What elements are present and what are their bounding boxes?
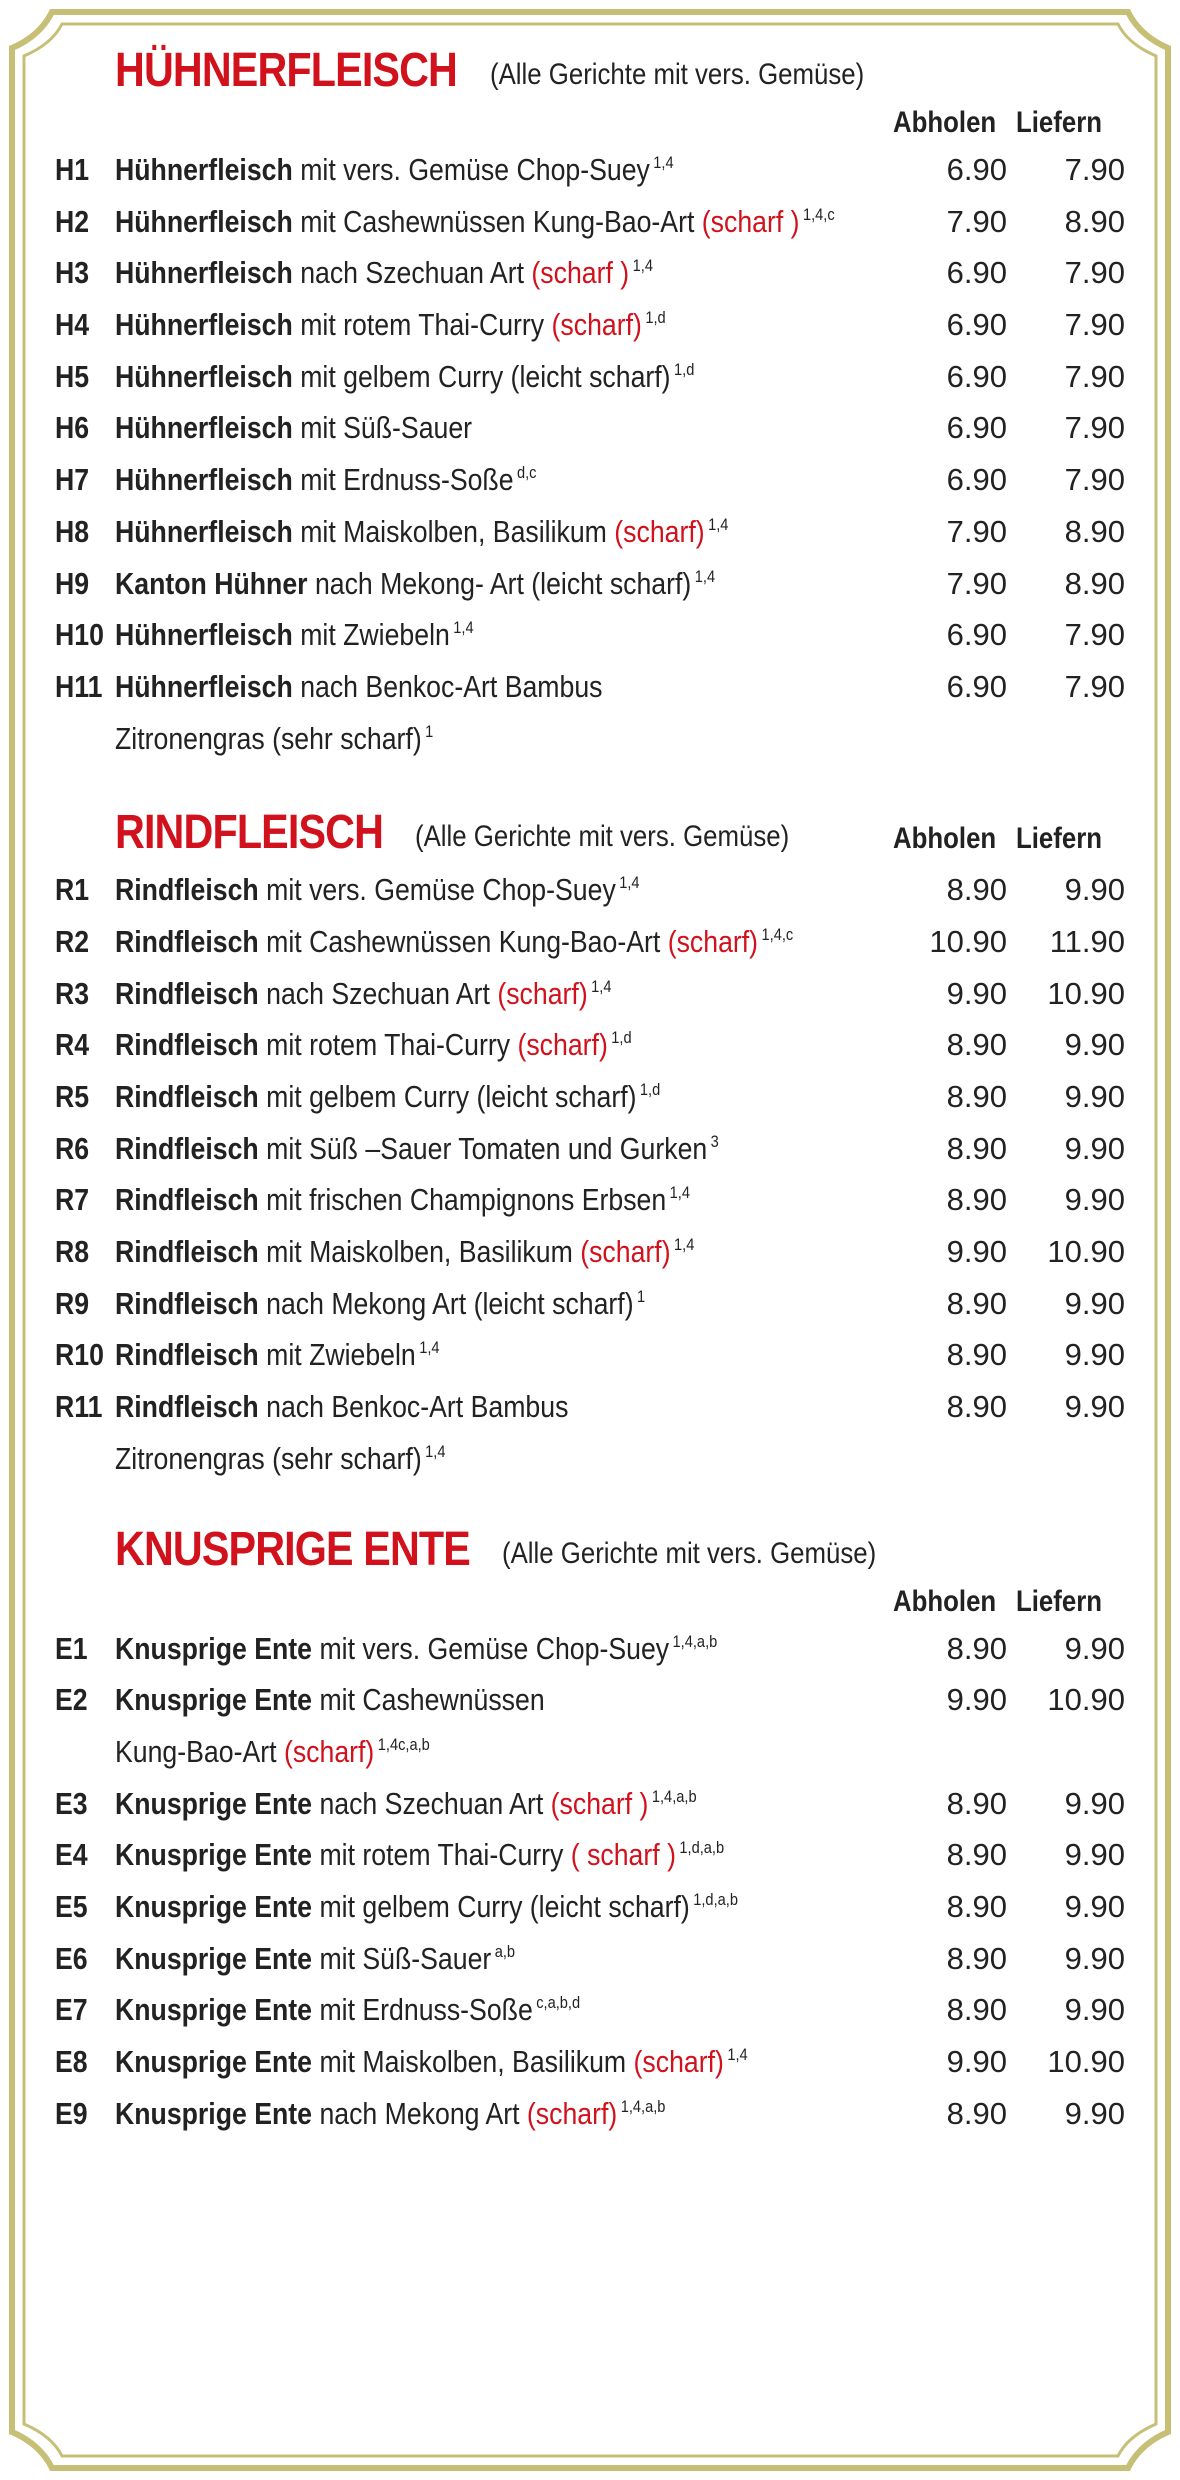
item-code: E9 <box>55 2095 88 2131</box>
section-subtitle: (Alle Gerichte mit vers. Gemüse) <box>490 58 865 91</box>
item-detail: nach Mekong Art <box>319 2095 520 2131</box>
item-description <box>115 1389 568 1425</box>
price-pickup: 9.90 <box>946 1234 1007 1270</box>
item-code: R11 <box>55 1389 103 1425</box>
allergen-codes: 1,4 <box>694 566 716 586</box>
price-pickup: 8.90 <box>946 2095 1007 2131</box>
menu-item-row <box>55 661 1125 713</box>
menu-item-continuation <box>55 1433 1125 1485</box>
price-delivery: 7.90 <box>1064 410 1125 446</box>
item-detail: mit Cashewnüssen Kung-Bao-Art <box>300 203 695 239</box>
item-code: R2 <box>55 923 90 959</box>
allergen-codes: 1,4 <box>708 514 729 534</box>
menu-item-row <box>55 299 1125 351</box>
spicy-label: (scharf ) <box>701 203 800 239</box>
spicy-label: (scharf) <box>283 1733 375 1769</box>
price-pickup: 7.90 <box>946 513 1007 549</box>
item-detail: mit Maiskolben, Basilikum <box>319 2044 627 2079</box>
item-code: H10 <box>55 617 104 653</box>
price-delivery: 11.90 <box>1049 923 1125 959</box>
price-delivery: 8.90 <box>1064 513 1125 549</box>
menu-item-row <box>55 2088 1125 2140</box>
section-huehnerfleisch <box>55 40 1125 764</box>
item-name: Rindfleisch <box>115 1337 259 1373</box>
allergen-codes: 1,d <box>611 1028 632 1048</box>
allergen-codes: 1,4,c <box>802 204 835 224</box>
item-description <box>115 204 835 240</box>
price-delivery: 7.90 <box>1064 668 1125 704</box>
item-description <box>115 1889 738 1925</box>
item-description <box>115 514 728 550</box>
item-description <box>115 1286 645 1322</box>
item-description <box>115 872 640 908</box>
price-delivery: 9.90 <box>1064 1027 1125 1063</box>
allergen-codes: 1,d,a,b <box>679 1838 725 1858</box>
item-detail: Zitronengras (sehr scharf) <box>115 720 422 756</box>
item-code: R3 <box>55 975 90 1011</box>
menu-item-row <box>55 1623 1125 1675</box>
menu-item-row <box>55 2036 1125 2088</box>
item-description <box>115 1182 690 1218</box>
item-code: E6 <box>55 1940 88 1976</box>
item-name: Rindfleisch <box>115 975 259 1011</box>
item-detail: mit Süß-Sauer <box>319 1940 492 1976</box>
allergen-codes: 1,4 <box>591 976 612 996</box>
item-detail: mit Maiskolben, Basilikum <box>266 1234 573 1270</box>
allergen-codes: d,c <box>516 463 537 483</box>
item-description <box>115 359 694 395</box>
section-subtitle: (Alle Gerichte mit vers. Gemüse) <box>415 820 790 854</box>
col-header-delivery: Liefern <box>1016 106 1103 139</box>
allergen-codes: 1 <box>637 1286 646 1306</box>
item-name: Rindfleisch <box>115 1182 259 1218</box>
menu-item-row <box>55 1381 1125 1433</box>
item-description <box>115 1992 580 2028</box>
price-delivery: 7.90 <box>1064 617 1125 653</box>
menu-item-row <box>55 1174 1125 1226</box>
price-pickup: 8.90 <box>946 1389 1007 1425</box>
item-code: E5 <box>55 1888 88 1924</box>
item-name: Hühnerfleisch <box>115 410 293 446</box>
item-detail: mit frischen Champignons Erbsen <box>266 1182 667 1218</box>
price-delivery: 7.90 <box>1064 358 1125 394</box>
price-delivery: 9.90 <box>1064 872 1125 908</box>
item-code: H5 <box>55 358 90 394</box>
price-pickup: 8.90 <box>946 1285 1007 1321</box>
menu-item-row <box>55 609 1125 661</box>
price-delivery: 8.90 <box>1064 565 1125 601</box>
allergen-codes: 1,d,a,b <box>693 1889 738 1909</box>
section-title: HÜHNERFLEISCH <box>115 44 457 97</box>
item-description <box>115 1027 632 1063</box>
price-pickup: 7.90 <box>946 565 1007 601</box>
item-name: Rindfleisch <box>115 1027 259 1063</box>
price-column-headers <box>55 102 1125 144</box>
item-name: Hühnerfleisch <box>115 668 293 704</box>
item-name: Kanton Hühner <box>115 565 308 601</box>
menu-item-row <box>55 1226 1125 1278</box>
item-code: R5 <box>55 1079 90 1114</box>
item-code: H8 <box>55 513 90 549</box>
price-pickup: 8.90 <box>946 1940 1007 1976</box>
spicy-label: (scharf) <box>580 1234 671 1270</box>
price-delivery: 9.90 <box>1064 1992 1125 2028</box>
menu-item-row <box>55 402 1125 454</box>
menu-item-row <box>55 1881 1125 1933</box>
allergen-codes: 1,4 <box>453 618 474 638</box>
item-description <box>115 410 472 446</box>
allergen-codes: 1,4 <box>425 1441 446 1461</box>
menu-item-row <box>55 968 1125 1020</box>
item-name: Rindfleisch <box>115 1389 259 1425</box>
price-delivery: 10.90 <box>1047 975 1125 1011</box>
item-detail: mit vers. Gemüse Chop-Suey <box>319 1630 670 1666</box>
section-title: KNUSPRIGE ENTE <box>115 1522 470 1576</box>
item-code: R1 <box>55 872 90 908</box>
item-code: E8 <box>55 2044 88 2079</box>
menu-item-row <box>55 1984 1125 2036</box>
price-pickup: 7.90 <box>946 203 1007 239</box>
price-delivery: 9.90 <box>1064 1389 1125 1425</box>
allergen-codes: 1,4 <box>632 256 653 276</box>
price-column-headers <box>55 1581 1125 1623</box>
item-code: R9 <box>55 1285 90 1321</box>
item-list <box>55 1623 1125 2140</box>
price-pickup: 6.90 <box>946 410 1007 446</box>
price-pickup: 8.90 <box>946 1888 1007 1924</box>
item-description <box>115 1837 724 1873</box>
price-delivery: 9.90 <box>1064 1079 1125 1114</box>
price-pickup: 9.90 <box>946 2044 1007 2079</box>
allergen-codes: 1,4 <box>653 153 674 172</box>
allergen-codes: 1,4,a,b <box>620 2096 666 2116</box>
spicy-label: (scharf) <box>526 2095 618 2131</box>
item-name: Rindfleisch <box>115 923 259 959</box>
menu-item-row <box>55 1123 1125 1175</box>
item-name: Knusprige Ente <box>115 2095 313 2131</box>
price-delivery: 7.90 <box>1064 255 1125 291</box>
item-detail: mit Süß –Sauer Tomaten und Gurken <box>266 1130 708 1166</box>
price-pickup: 6.90 <box>946 255 1007 291</box>
item-description <box>115 255 653 291</box>
item-detail: nach Szechuan Art <box>319 1785 544 1821</box>
price-delivery: 8.90 <box>1064 203 1125 239</box>
item-detail: nach Benkoc-Art Bambus <box>300 668 603 704</box>
price-pickup: 6.90 <box>946 668 1007 704</box>
spicy-label: (scharf ) <box>531 255 630 291</box>
item-name: Hühnerfleisch <box>115 203 293 239</box>
spicy-label: (scharf) <box>614 513 705 549</box>
spicy-label: ( scharf ) <box>570 1837 676 1873</box>
price-delivery: 9.90 <box>1064 1337 1125 1373</box>
menu-item-row <box>55 864 1125 916</box>
menu-item-row <box>55 196 1125 248</box>
allergen-codes: 1,d <box>639 1080 661 1099</box>
item-description <box>115 1079 660 1115</box>
item-name: Knusprige Ente <box>115 1888 313 1924</box>
item-description <box>115 152 674 188</box>
item-code: R10 <box>55 1337 104 1373</box>
item-detail: mit gelbem Curry (leicht scharf) <box>319 1888 690 1924</box>
item-description <box>115 1337 440 1373</box>
price-delivery: 9.90 <box>1064 1630 1125 1666</box>
item-name: Hühnerfleisch <box>115 255 293 291</box>
menu-item-row <box>55 1329 1125 1381</box>
section-subtitle: (Alle Gerichte mit vers. Gemüse) <box>502 1536 877 1570</box>
item-detail: mit Erdnuss-Soße <box>319 1992 533 2028</box>
allergen-codes: 1,d <box>674 359 695 379</box>
menu-item-continuation <box>55 1726 1125 1778</box>
price-delivery: 9.90 <box>1064 1285 1125 1321</box>
price-pickup: 9.90 <box>946 1682 1007 1718</box>
price-delivery: 7.90 <box>1064 307 1125 343</box>
item-detail: mit rotem Thai-Curry <box>300 307 545 343</box>
menu-item-row <box>55 558 1125 610</box>
price-delivery: 7.90 <box>1064 462 1125 498</box>
item-detail: mit Süß-Sauer <box>300 410 473 446</box>
item-code: R6 <box>55 1130 90 1166</box>
item-detail: mit Maiskolben, Basilikum <box>300 513 607 549</box>
item-code: E1 <box>55 1630 88 1666</box>
menu-item-row <box>55 1071 1125 1123</box>
allergen-codes: 1 <box>425 721 434 741</box>
allergen-codes: 1,4,c <box>761 924 794 944</box>
item-code: E7 <box>55 1992 88 2028</box>
spicy-label: (scharf) <box>517 1027 608 1063</box>
price-pickup: 6.90 <box>946 152 1007 187</box>
menu-item-row <box>55 144 1125 196</box>
item-description-continued <box>115 721 433 757</box>
price-pickup: 8.90 <box>946 1130 1007 1166</box>
menu-item-row <box>55 1278 1125 1330</box>
allergen-codes: 1,4 <box>727 2045 748 2064</box>
section-header <box>55 798 1125 864</box>
item-name: Hühnerfleisch <box>115 358 293 394</box>
price-delivery: 9.90 <box>1064 1837 1125 1873</box>
item-code: H1 <box>55 152 90 187</box>
item-code: E3 <box>55 1785 88 1821</box>
item-description <box>115 669 602 705</box>
item-name: Knusprige Ente <box>115 1682 313 1718</box>
price-pickup: 8.90 <box>946 1837 1007 1873</box>
item-description-continued <box>115 1441 445 1477</box>
item-code: E2 <box>55 1682 88 1718</box>
price-delivery: 9.90 <box>1064 1130 1125 1166</box>
item-description <box>115 307 666 343</box>
item-description <box>115 462 536 498</box>
allergen-codes: 1,4 <box>669 1183 690 1203</box>
price-delivery: 9.90 <box>1064 1940 1125 1976</box>
item-code: H11 <box>55 668 103 704</box>
item-detail: nach Mekong Art (leicht scharf) <box>266 1285 634 1321</box>
item-code: H2 <box>55 203 90 239</box>
item-detail: mit Erdnuss-Soße <box>300 462 514 498</box>
item-code: H9 <box>55 565 90 601</box>
item-name: Hühnerfleisch <box>115 513 293 549</box>
item-name: Knusprige Ente <box>115 1992 313 2028</box>
item-name: Knusprige Ente <box>115 1837 313 1873</box>
item-detail: mit Zwiebeln <box>266 1337 416 1373</box>
section-header <box>55 40 1125 102</box>
item-detail: Kung-Bao-Art <box>115 1733 277 1769</box>
col-header-pickup: Abholen <box>893 822 997 856</box>
price-pickup: 8.90 <box>946 1027 1007 1063</box>
spicy-label: (scharf ) <box>550 1785 649 1821</box>
item-name: Rindfleisch <box>115 1079 259 1114</box>
allergen-codes: 1,d <box>645 308 666 328</box>
allergen-codes: 1,4,a,b <box>651 1786 697 1806</box>
price-pickup: 8.90 <box>946 1079 1007 1114</box>
section-knusprige-ente <box>55 1519 1125 2140</box>
item-name: Knusprige Ente <box>115 2044 313 2079</box>
allergen-codes: 1,4 <box>419 1338 440 1358</box>
spicy-label: (scharf) <box>551 307 642 343</box>
price-pickup: 6.90 <box>946 358 1007 394</box>
price-pickup: 8.90 <box>946 1630 1007 1666</box>
allergen-codes: 1,4 <box>619 873 640 893</box>
item-detail: nach Szechuan Art <box>300 255 524 291</box>
price-delivery: 10.90 <box>1047 1682 1125 1718</box>
price-pickup: 8.90 <box>946 1785 1007 1821</box>
price-pickup: 8.90 <box>946 1182 1007 1218</box>
item-code: H7 <box>55 462 90 498</box>
price-pickup: 8.90 <box>946 1337 1007 1373</box>
price-delivery: 9.90 <box>1064 1888 1125 1924</box>
section-title: RINDFLEISCH <box>115 806 384 860</box>
spicy-label: (scharf) <box>667 923 759 959</box>
item-name: Hühnerfleisch <box>115 152 293 187</box>
price-delivery: 9.90 <box>1064 2095 1125 2131</box>
item-description <box>115 617 474 653</box>
allergen-codes: 3 <box>710 1131 719 1151</box>
item-detail: Zitronengras (sehr scharf) <box>115 1440 422 1476</box>
allergen-codes: 1,4c,a,b <box>377 1734 430 1754</box>
item-code: R7 <box>55 1182 90 1218</box>
item-description <box>115 1941 515 1977</box>
item-name: Rindfleisch <box>115 1234 259 1270</box>
price-pickup: 9.90 <box>946 975 1007 1011</box>
menu-item-row <box>55 1674 1125 1726</box>
item-name: Knusprige Ente <box>115 1785 313 1821</box>
item-detail: mit rotem Thai-Curry <box>319 1837 564 1873</box>
item-name: Rindfleisch <box>115 1285 259 1321</box>
item-code: H4 <box>55 307 90 343</box>
price-pickup: 6.90 <box>946 617 1007 653</box>
item-code: R8 <box>55 1234 90 1270</box>
item-description <box>115 976 611 1012</box>
price-delivery: 10.90 <box>1047 2044 1125 2079</box>
item-list <box>55 144 1125 764</box>
price-delivery: 10.90 <box>1047 1234 1125 1270</box>
price-pickup: 6.90 <box>946 307 1007 343</box>
item-description-continued <box>115 1734 430 1770</box>
price-pickup: 8.90 <box>946 1992 1007 2028</box>
item-description <box>115 1682 545 1718</box>
col-header-pickup: Abholen <box>893 106 997 139</box>
menu-item-row <box>55 506 1125 558</box>
item-list <box>55 864 1125 1484</box>
col-header-pickup: Abholen <box>893 1584 997 1618</box>
item-description <box>115 1234 694 1270</box>
menu-item-row <box>55 247 1125 299</box>
menu-item-row <box>55 1778 1125 1830</box>
item-description <box>115 2096 665 2132</box>
spicy-label: (scharf) <box>497 975 588 1011</box>
item-detail: mit Cashewnüssen <box>319 1682 545 1718</box>
item-detail: mit rotem Thai-Curry <box>266 1027 511 1063</box>
price-delivery: 9.90 <box>1064 1785 1125 1821</box>
menu-content <box>55 40 1125 2139</box>
item-description <box>115 2044 748 2080</box>
menu-item-continuation <box>55 713 1125 765</box>
price-pickup: 6.90 <box>946 462 1007 498</box>
item-description <box>115 566 715 602</box>
allergen-codes: c,a,b,d <box>536 1993 581 2013</box>
allergen-codes: 1,4,a,b <box>672 1631 718 1651</box>
item-detail: nach Szechuan Art <box>266 975 490 1011</box>
item-description <box>115 1786 697 1822</box>
item-description <box>115 1131 719 1167</box>
price-pickup: 10.90 <box>929 923 1007 959</box>
item-name: Hühnerfleisch <box>115 462 293 498</box>
item-name: Knusprige Ente <box>115 1630 313 1666</box>
item-detail: mit vers. Gemüse Chop-Suey <box>266 872 616 908</box>
item-name: Rindfleisch <box>115 872 259 908</box>
section-rindfleisch <box>55 798 1125 1484</box>
price-delivery: 7.90 <box>1064 152 1125 187</box>
item-detail: mit gelbem Curry (leicht scharf) <box>300 358 671 394</box>
spicy-label: (scharf) <box>633 2044 724 2079</box>
item-detail: mit Cashewnüssen Kung-Bao-Art <box>266 923 661 959</box>
price-delivery: 9.90 <box>1064 1182 1125 1218</box>
col-header-delivery: Liefern <box>1016 1584 1103 1618</box>
menu-item-row <box>55 1933 1125 1985</box>
item-detail: nach Benkoc-Art Bambus <box>266 1389 569 1425</box>
allergen-codes: a,b <box>494 1941 516 1961</box>
item-description <box>115 924 793 960</box>
item-name: Hühnerfleisch <box>115 307 293 343</box>
menu-item-row <box>55 454 1125 506</box>
allergen-codes: 1,4 <box>674 1235 695 1255</box>
item-name: Hühnerfleisch <box>115 617 293 653</box>
menu-item-row <box>55 916 1125 968</box>
menu-item-row <box>55 1829 1125 1881</box>
item-detail: nach Mekong- Art (leicht scharf) <box>314 565 692 601</box>
menu-item-row <box>55 1019 1125 1071</box>
col-header-delivery: Liefern <box>1016 822 1103 856</box>
item-code: E4 <box>55 1837 88 1873</box>
item-name: Knusprige Ente <box>115 1940 313 1976</box>
item-detail: mit Zwiebeln <box>300 617 450 653</box>
item-code: H3 <box>55 255 90 291</box>
menu-item-row <box>55 351 1125 403</box>
price-pickup: 8.90 <box>946 872 1007 908</box>
item-code: R4 <box>55 1027 90 1063</box>
item-code: H6 <box>55 410 90 446</box>
item-detail: mit gelbem Curry (leicht scharf) <box>266 1079 637 1114</box>
item-description <box>115 1631 717 1667</box>
item-name: Rindfleisch <box>115 1130 259 1166</box>
section-header <box>55 1519 1125 1581</box>
item-detail: mit vers. Gemüse Chop-Suey <box>300 152 650 187</box>
